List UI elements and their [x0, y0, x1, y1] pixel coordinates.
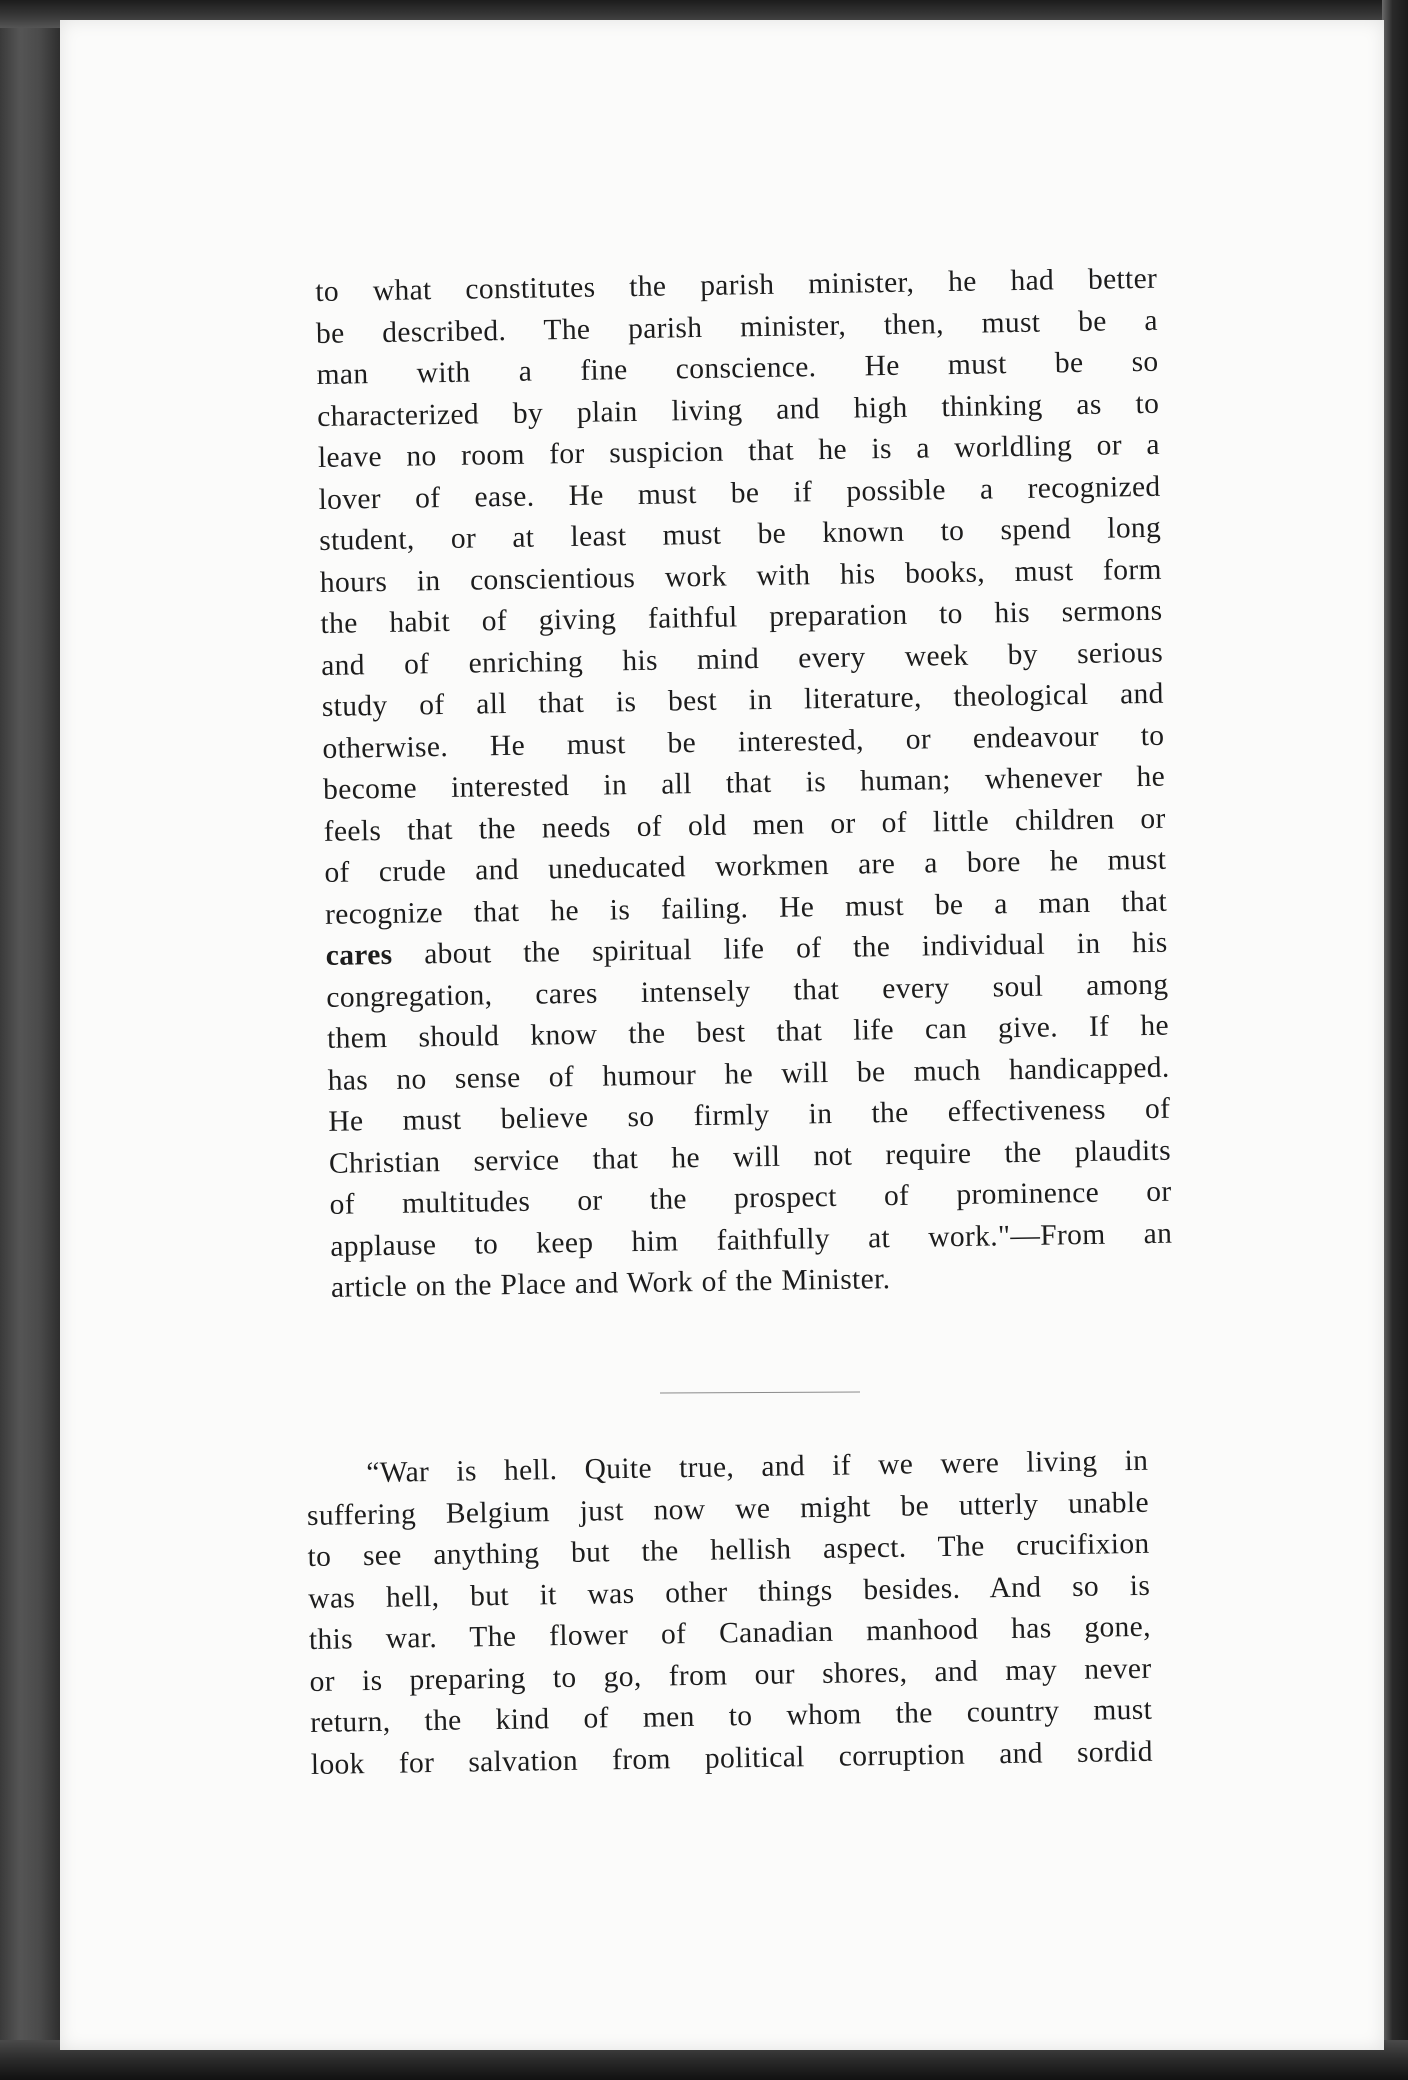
attribution-line: article on the Place and Work of the Minister. — [330, 1263, 891, 1304]
text-line: to see anything but the hellish aspect. The crucifixion — [307, 1527, 1150, 1573]
text-line: to what constitutes the parish minister, he had better — [315, 262, 1158, 308]
text-line: He must believe so firmly in the effectiveness of — [328, 1092, 1171, 1138]
text-line: look for salvation from political corruption and sordid — [310, 1735, 1154, 1781]
text-line: and of enriching his mind every week by serious — [320, 636, 1164, 682]
text-line: characterized by plain living and high thinking as to — [317, 387, 1160, 433]
text-line: the habit of giving faithful preparation to his sermons — [320, 594, 1163, 640]
text-line: lover of ease. He must be if possible a recognized — [318, 470, 1161, 516]
minister-passage — [315, 259, 1173, 1310]
text-line: this war. The flower of Canadian manhood has gone, — [308, 1610, 1152, 1656]
text-line: applause to keep him faithfully at work."—From an — [330, 1217, 1173, 1263]
scan-right-edge — [1382, 0, 1408, 2080]
text-line: or is preparing to go, from our shores, and may never — [309, 1652, 1152, 1698]
text-line: otherwise. He must be interested, or endeavour to — [322, 719, 1165, 765]
text-line: congregation, cares intensely that every soul among — [326, 968, 1169, 1014]
text-line: Christian service that he will not require the plaudits — [328, 1134, 1172, 1180]
text-line: of multitudes or the prospect of prominence or — [329, 1175, 1172, 1221]
text-line: feels that the needs of old men or of little children or — [323, 802, 1166, 848]
text-line: recognize that he is failing. He must be a man that — [324, 885, 1168, 931]
text-line: was hell, but it was other things besides. And so is — [308, 1569, 1151, 1615]
war-passage — [306, 1441, 1153, 1786]
text-line: hours in conscientious work with his books, must form — [319, 553, 1163, 599]
text-line: student, or at least must be known to spend long — [318, 511, 1162, 557]
text-line: has no sense of humour he will be much handicapped. — [327, 1051, 1170, 1097]
text-line: become interested in all that is human; whenever he — [322, 760, 1166, 806]
emphasized-word: cares — [325, 938, 393, 972]
text-line: them should know the best that life can give. If he — [326, 1009, 1170, 1055]
text-line: study of all that is best in literature, theological and — [321, 677, 1164, 723]
text-line: of crude and uneducated workmen are a bore he must — [324, 843, 1167, 889]
section-divider — [660, 1391, 860, 1393]
text-line: “War is hell. Quite true, and if we were living in — [366, 1444, 1149, 1490]
text-line: man with a fine conscience. He must be so — [316, 345, 1159, 391]
text-line: return, the kind of men to whom the country must — [309, 1693, 1153, 1739]
book-page — [60, 20, 1384, 2050]
text-line: suffering Belgium just now we might be utterly unable — [306, 1486, 1150, 1532]
text-line-remainder: about the spiritual life of the individual in his — [423, 926, 1168, 971]
text-line: be described. The parish minister, then, must be a — [315, 304, 1159, 350]
text-line: leave no room for suspicion that he is a worldling or a — [317, 428, 1161, 474]
